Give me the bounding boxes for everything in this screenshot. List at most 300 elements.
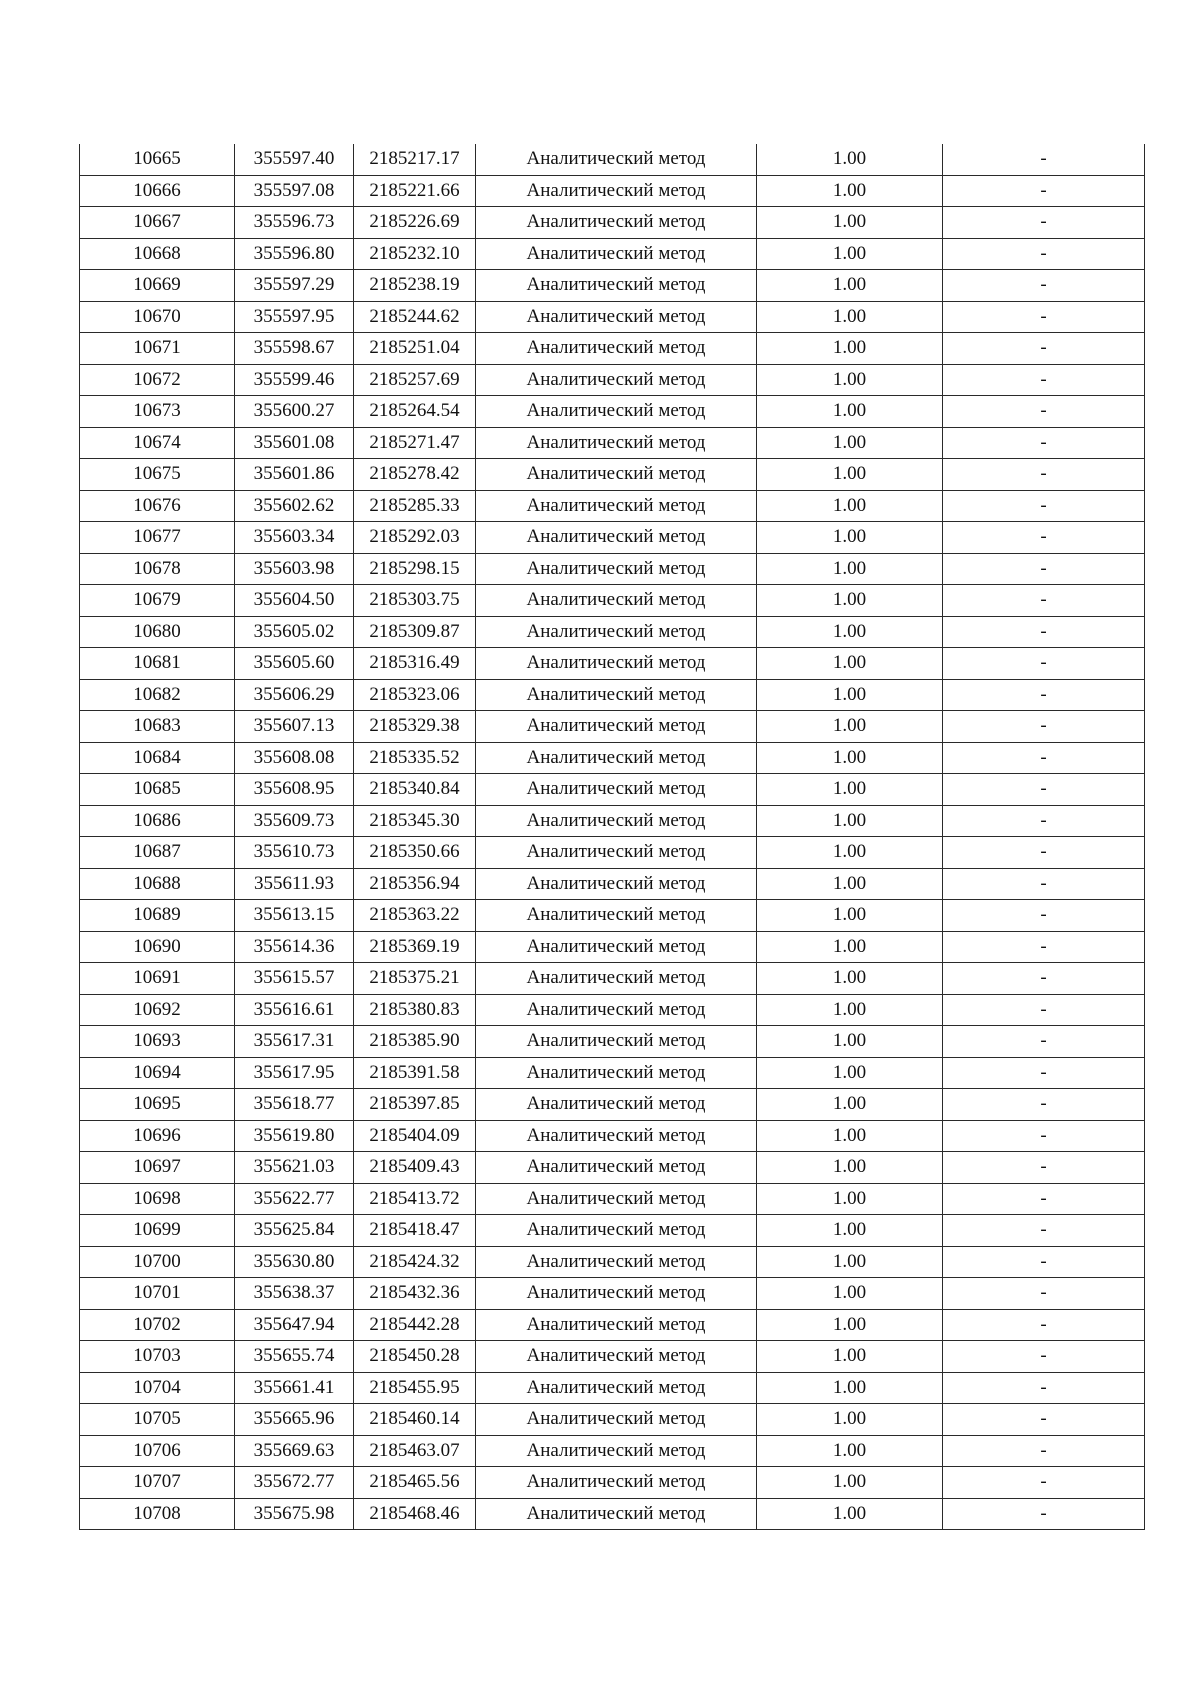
y-coordinate-cell: 2185264.54 [354,396,476,428]
accuracy-cell: 1.00 [757,364,943,396]
method-cell: Аналитический метод [476,1372,757,1404]
y-coordinate-cell: 2185465.56 [354,1467,476,1499]
note-cell: - [943,553,1145,585]
accuracy-cell: 1.00 [757,805,943,837]
table-row [80,585,1145,617]
accuracy-cell: 1.00 [757,396,943,428]
accuracy-cell: 1.00 [757,1183,943,1215]
note-cell: - [943,742,1145,774]
point-number-cell: 10688 [80,868,235,900]
point-number-cell: 10693 [80,1026,235,1058]
point-number-cell: 10670 [80,301,235,333]
table-row [80,1341,1145,1373]
note-cell: - [943,1057,1145,1089]
x-coordinate-cell: 355611.93 [235,868,354,900]
note-cell: - [943,900,1145,932]
y-coordinate-cell: 2185292.03 [354,522,476,554]
x-coordinate-cell: 355608.08 [235,742,354,774]
method-cell: Аналитический метод [476,1089,757,1121]
note-cell: - [943,1372,1145,1404]
note-cell: - [943,963,1145,995]
note-cell: - [943,931,1145,963]
note-cell: - [943,301,1145,333]
accuracy-cell: 1.00 [757,522,943,554]
accuracy-cell: 1.00 [757,963,943,995]
method-cell: Аналитический метод [476,1309,757,1341]
point-number-cell: 10686 [80,805,235,837]
table-row [80,1372,1145,1404]
x-coordinate-cell: 355596.73 [235,207,354,239]
method-cell: Аналитический метод [476,805,757,837]
coordinates-table-body [80,144,1145,1530]
accuracy-cell: 1.00 [757,900,943,932]
method-cell: Аналитический метод [476,868,757,900]
x-coordinate-cell: 355609.73 [235,805,354,837]
x-coordinate-cell: 355596.80 [235,238,354,270]
table-row [80,1309,1145,1341]
method-cell: Аналитический метод [476,931,757,963]
table-row [80,427,1145,459]
x-coordinate-cell: 355597.08 [235,175,354,207]
table-row [80,679,1145,711]
table-row [80,238,1145,270]
x-coordinate-cell: 355605.60 [235,648,354,680]
accuracy-cell: 1.00 [757,1120,943,1152]
point-number-cell: 10675 [80,459,235,491]
accuracy-cell: 1.00 [757,427,943,459]
accuracy-cell: 1.00 [757,994,943,1026]
table-row [80,1057,1145,1089]
method-cell: Аналитический метод [476,490,757,522]
method-cell: Аналитический метод [476,522,757,554]
point-number-cell: 10673 [80,396,235,428]
y-coordinate-cell: 2185418.47 [354,1215,476,1247]
point-number-cell: 10668 [80,238,235,270]
note-cell: - [943,364,1145,396]
x-coordinate-cell: 355604.50 [235,585,354,617]
table-row [80,1498,1145,1530]
table-row [80,963,1145,995]
point-number-cell: 10697 [80,1152,235,1184]
y-coordinate-cell: 2185375.21 [354,963,476,995]
method-cell: Аналитический метод [476,774,757,806]
y-coordinate-cell: 2185385.90 [354,1026,476,1058]
table-row [80,1404,1145,1436]
y-coordinate-cell: 2185397.85 [354,1089,476,1121]
note-cell: - [943,1089,1145,1121]
table-row [80,837,1145,869]
y-coordinate-cell: 2185278.42 [354,459,476,491]
method-cell: Аналитический метод [476,553,757,585]
x-coordinate-cell: 355647.94 [235,1309,354,1341]
method-cell: Аналитический метод [476,711,757,743]
x-coordinate-cell: 355621.03 [235,1152,354,1184]
method-cell: Аналитический метод [476,742,757,774]
point-number-cell: 10672 [80,364,235,396]
y-coordinate-cell: 2185409.43 [354,1152,476,1184]
accuracy-cell: 1.00 [757,1215,943,1247]
note-cell: - [943,459,1145,491]
x-coordinate-cell: 355625.84 [235,1215,354,1247]
table-row [80,994,1145,1026]
note-cell: - [943,1215,1145,1247]
y-coordinate-cell: 2185329.38 [354,711,476,743]
note-cell: - [943,144,1145,175]
point-number-cell: 10685 [80,774,235,806]
method-cell: Аналитический метод [476,175,757,207]
accuracy-cell: 1.00 [757,1467,943,1499]
table-row [80,1435,1145,1467]
method-cell: Аналитический метод [476,396,757,428]
table-row [80,207,1145,239]
table-row [80,459,1145,491]
table-row [80,868,1145,900]
accuracy-cell: 1.00 [757,301,943,333]
accuracy-cell: 1.00 [757,1435,943,1467]
method-cell: Аналитический метод [476,1435,757,1467]
table-row [80,301,1145,333]
table-row [80,1183,1145,1215]
point-number-cell: 10691 [80,963,235,995]
accuracy-cell: 1.00 [757,1498,943,1530]
table-row [80,1152,1145,1184]
x-coordinate-cell: 355606.29 [235,679,354,711]
accuracy-cell: 1.00 [757,711,943,743]
table-row [80,144,1145,175]
table-row [80,1026,1145,1058]
y-coordinate-cell: 2185298.15 [354,553,476,585]
method-cell: Аналитический метод [476,144,757,175]
point-number-cell: 10702 [80,1309,235,1341]
table-row [80,648,1145,680]
x-coordinate-cell: 355616.61 [235,994,354,1026]
x-coordinate-cell: 355597.29 [235,270,354,302]
x-coordinate-cell: 355619.80 [235,1120,354,1152]
table-row [80,1278,1145,1310]
x-coordinate-cell: 355614.36 [235,931,354,963]
note-cell: - [943,427,1145,459]
table-row [80,1120,1145,1152]
point-number-cell: 10706 [80,1435,235,1467]
x-coordinate-cell: 355669.63 [235,1435,354,1467]
x-coordinate-cell: 355615.57 [235,963,354,995]
y-coordinate-cell: 2185391.58 [354,1057,476,1089]
table-row [80,1089,1145,1121]
table-row [80,1246,1145,1278]
point-number-cell: 10703 [80,1341,235,1373]
accuracy-cell: 1.00 [757,931,943,963]
method-cell: Аналитический метод [476,1183,757,1215]
y-coordinate-cell: 2185413.72 [354,1183,476,1215]
y-coordinate-cell: 2185350.66 [354,837,476,869]
table-row [80,616,1145,648]
note-cell: - [943,1246,1145,1278]
accuracy-cell: 1.00 [757,238,943,270]
note-cell: - [943,585,1145,617]
y-coordinate-cell: 2185257.69 [354,364,476,396]
table-row [80,805,1145,837]
method-cell: Аналитический метод [476,301,757,333]
y-coordinate-cell: 2185226.69 [354,207,476,239]
x-coordinate-cell: 355600.27 [235,396,354,428]
method-cell: Аналитический метод [476,238,757,270]
method-cell: Аналитический метод [476,427,757,459]
note-cell: - [943,396,1145,428]
point-number-cell: 10701 [80,1278,235,1310]
point-number-cell: 10676 [80,490,235,522]
method-cell: Аналитический метод [476,1498,757,1530]
method-cell: Аналитический метод [476,648,757,680]
method-cell: Аналитический метод [476,459,757,491]
accuracy-cell: 1.00 [757,679,943,711]
note-cell: - [943,648,1145,680]
x-coordinate-cell: 355601.08 [235,427,354,459]
point-number-cell: 10700 [80,1246,235,1278]
point-number-cell: 10696 [80,1120,235,1152]
x-coordinate-cell: 355597.95 [235,301,354,333]
point-number-cell: 10704 [80,1372,235,1404]
table-row [80,742,1145,774]
point-number-cell: 10681 [80,648,235,680]
note-cell: - [943,522,1145,554]
y-coordinate-cell: 2185316.49 [354,648,476,680]
point-number-cell: 10674 [80,427,235,459]
x-coordinate-cell: 355618.77 [235,1089,354,1121]
accuracy-cell: 1.00 [757,1372,943,1404]
y-coordinate-cell: 2185323.06 [354,679,476,711]
table-row [80,522,1145,554]
method-cell: Аналитический метод [476,1152,757,1184]
x-coordinate-cell: 355608.95 [235,774,354,806]
note-cell: - [943,1435,1145,1467]
table-row [80,931,1145,963]
y-coordinate-cell: 2185232.10 [354,238,476,270]
y-coordinate-cell: 2185463.07 [354,1435,476,1467]
table-row [80,175,1145,207]
table-row [80,396,1145,428]
note-cell: - [943,333,1145,365]
x-coordinate-cell: 355665.96 [235,1404,354,1436]
method-cell: Аналитический метод [476,1404,757,1436]
note-cell: - [943,1309,1145,1341]
point-number-cell: 10669 [80,270,235,302]
accuracy-cell: 1.00 [757,207,943,239]
note-cell: - [943,1152,1145,1184]
table-row [80,364,1145,396]
x-coordinate-cell: 355599.46 [235,364,354,396]
table-row [80,333,1145,365]
table-row [80,774,1145,806]
method-cell: Аналитический метод [476,364,757,396]
y-coordinate-cell: 2185309.87 [354,616,476,648]
method-cell: Аналитический метод [476,1057,757,1089]
y-coordinate-cell: 2185221.66 [354,175,476,207]
method-cell: Аналитический метод [476,1467,757,1499]
y-coordinate-cell: 2185369.19 [354,931,476,963]
method-cell: Аналитический метод [476,1341,757,1373]
accuracy-cell: 1.00 [757,1089,943,1121]
x-coordinate-cell: 355655.74 [235,1341,354,1373]
note-cell: - [943,1498,1145,1530]
x-coordinate-cell: 355610.73 [235,837,354,869]
accuracy-cell: 1.00 [757,1246,943,1278]
y-coordinate-cell: 2185424.32 [354,1246,476,1278]
x-coordinate-cell: 355661.41 [235,1372,354,1404]
method-cell: Аналитический метод [476,1215,757,1247]
point-number-cell: 10692 [80,994,235,1026]
note-cell: - [943,679,1145,711]
table-row [80,1467,1145,1499]
x-coordinate-cell: 355675.98 [235,1498,354,1530]
point-number-cell: 10684 [80,742,235,774]
y-coordinate-cell: 2185455.95 [354,1372,476,1404]
point-number-cell: 10687 [80,837,235,869]
y-coordinate-cell: 2185271.47 [354,427,476,459]
point-number-cell: 10680 [80,616,235,648]
point-number-cell: 10683 [80,711,235,743]
accuracy-cell: 1.00 [757,648,943,680]
x-coordinate-cell: 355613.15 [235,900,354,932]
point-number-cell: 10708 [80,1498,235,1530]
point-number-cell: 10689 [80,900,235,932]
point-number-cell: 10707 [80,1467,235,1499]
y-coordinate-cell: 2185285.33 [354,490,476,522]
table-row [80,490,1145,522]
x-coordinate-cell: 355601.86 [235,459,354,491]
note-cell: - [943,711,1145,743]
accuracy-cell: 1.00 [757,1057,943,1089]
method-cell: Аналитический метод [476,585,757,617]
note-cell: - [943,1120,1145,1152]
accuracy-cell: 1.00 [757,1278,943,1310]
y-coordinate-cell: 2185251.04 [354,333,476,365]
accuracy-cell: 1.00 [757,1341,943,1373]
accuracy-cell: 1.00 [757,868,943,900]
note-cell: - [943,490,1145,522]
point-number-cell: 10694 [80,1057,235,1089]
note-cell: - [943,1183,1145,1215]
table-row [80,553,1145,585]
y-coordinate-cell: 2185356.94 [354,868,476,900]
method-cell: Аналитический метод [476,837,757,869]
x-coordinate-cell: 355617.31 [235,1026,354,1058]
point-number-cell: 10695 [80,1089,235,1121]
accuracy-cell: 1.00 [757,459,943,491]
y-coordinate-cell: 2185303.75 [354,585,476,617]
method-cell: Аналитический метод [476,679,757,711]
method-cell: Аналитический метод [476,1120,757,1152]
table-row [80,711,1145,743]
accuracy-cell: 1.00 [757,1309,943,1341]
note-cell: - [943,616,1145,648]
y-coordinate-cell: 2185468.46 [354,1498,476,1530]
point-number-cell: 10665 [80,144,235,175]
method-cell: Аналитический метод [476,900,757,932]
method-cell: Аналитический метод [476,1026,757,1058]
method-cell: Аналитический метод [476,1278,757,1310]
method-cell: Аналитический метод [476,616,757,648]
point-number-cell: 10671 [80,333,235,365]
y-coordinate-cell: 2185340.84 [354,774,476,806]
y-coordinate-cell: 2185460.14 [354,1404,476,1436]
accuracy-cell: 1.00 [757,1404,943,1436]
x-coordinate-cell: 355597.40 [235,144,354,175]
y-coordinate-cell: 2185244.62 [354,301,476,333]
y-coordinate-cell: 2185335.52 [354,742,476,774]
point-number-cell: 10679 [80,585,235,617]
accuracy-cell: 1.00 [757,553,943,585]
accuracy-cell: 1.00 [757,837,943,869]
method-cell: Аналитический метод [476,333,757,365]
x-coordinate-cell: 355630.80 [235,1246,354,1278]
note-cell: - [943,1278,1145,1310]
note-cell: - [943,805,1145,837]
y-coordinate-cell: 2185363.22 [354,900,476,932]
y-coordinate-cell: 2185404.09 [354,1120,476,1152]
point-number-cell: 10699 [80,1215,235,1247]
note-cell: - [943,238,1145,270]
note-cell: - [943,270,1145,302]
note-cell: - [943,994,1145,1026]
x-coordinate-cell: 355622.77 [235,1183,354,1215]
point-number-cell: 10666 [80,175,235,207]
note-cell: - [943,774,1145,806]
note-cell: - [943,868,1145,900]
note-cell: - [943,1341,1145,1373]
method-cell: Аналитический метод [476,207,757,239]
table-row [80,900,1145,932]
point-number-cell: 10682 [80,679,235,711]
y-coordinate-cell: 2185217.17 [354,144,476,175]
accuracy-cell: 1.00 [757,270,943,302]
note-cell: - [943,837,1145,869]
y-coordinate-cell: 2185442.28 [354,1309,476,1341]
accuracy-cell: 1.00 [757,333,943,365]
table-row [80,270,1145,302]
accuracy-cell: 1.00 [757,490,943,522]
x-coordinate-cell: 355605.02 [235,616,354,648]
point-number-cell: 10690 [80,931,235,963]
x-coordinate-cell: 355598.67 [235,333,354,365]
y-coordinate-cell: 2185345.30 [354,805,476,837]
note-cell: - [943,1467,1145,1499]
note-cell: - [943,1026,1145,1058]
x-coordinate-cell: 355607.13 [235,711,354,743]
y-coordinate-cell: 2185432.36 [354,1278,476,1310]
accuracy-cell: 1.00 [757,742,943,774]
note-cell: - [943,1404,1145,1436]
x-coordinate-cell: 355672.77 [235,1467,354,1499]
point-number-cell: 10677 [80,522,235,554]
x-coordinate-cell: 355602.62 [235,490,354,522]
note-cell: - [943,175,1145,207]
accuracy-cell: 1.00 [757,774,943,806]
x-coordinate-cell: 355617.95 [235,1057,354,1089]
y-coordinate-cell: 2185450.28 [354,1341,476,1373]
point-number-cell: 10678 [80,553,235,585]
y-coordinate-cell: 2185380.83 [354,994,476,1026]
y-coordinate-cell: 2185238.19 [354,270,476,302]
coordinates-table [79,144,1145,1530]
point-number-cell: 10705 [80,1404,235,1436]
accuracy-cell: 1.00 [757,1152,943,1184]
accuracy-cell: 1.00 [757,1026,943,1058]
x-coordinate-cell: 355603.34 [235,522,354,554]
accuracy-cell: 1.00 [757,144,943,175]
accuracy-cell: 1.00 [757,585,943,617]
point-number-cell: 10667 [80,207,235,239]
method-cell: Аналитический метод [476,1246,757,1278]
